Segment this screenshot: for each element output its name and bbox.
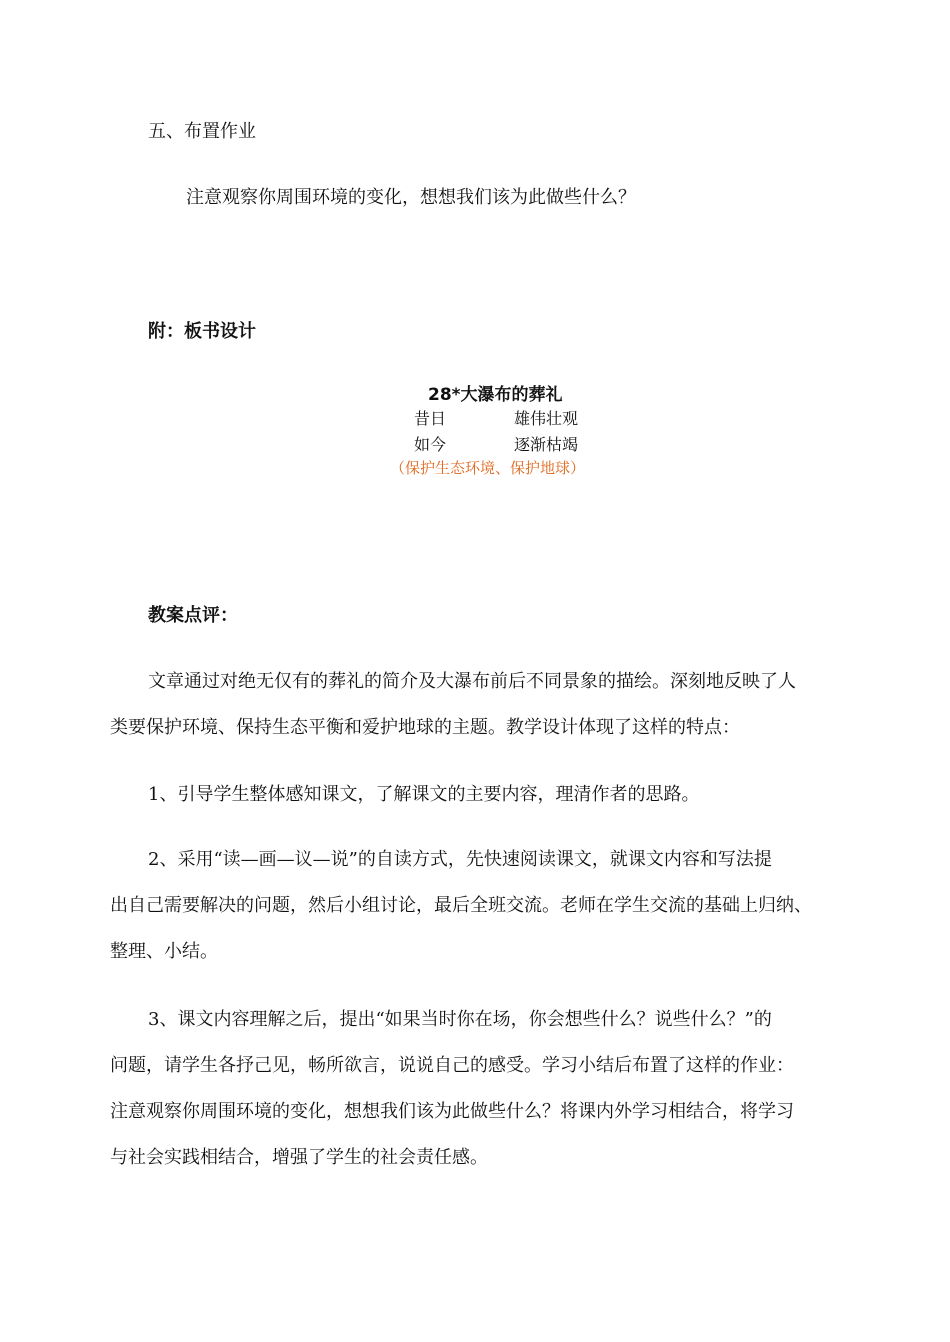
board-title: 28*大瀑布的葬礼 xyxy=(428,385,563,405)
blackboard-design-figure xyxy=(388,376,618,486)
review-intro-line: 类要保护环境、保持生态平衡和爱护地球的主题。教学设计体现了这样的特点： xyxy=(110,717,740,738)
board-row-left: 昔日 xyxy=(414,409,447,428)
review-point-3-line: 问题，请学生各抒己见，畅所欲言，说说自己的感受。学习小结后布置了这样的作业： xyxy=(110,1055,794,1076)
board-row-right: 雄伟壮观 xyxy=(514,409,579,428)
review-point-3-line: 3、课文内容理解之后，提出“如果当时你在场，你会想些什么？说些什么？”的 xyxy=(148,1009,772,1030)
review-point-2-line: 整理、小结。 xyxy=(110,941,218,962)
review-point-1: 1、引导学生整体感知课文，了解课文的主要内容，理清作者的思路。 xyxy=(148,784,700,805)
review-point-3-line: 与社会实践相结合，增强了学生的社会责任感。 xyxy=(110,1147,488,1168)
review-point-3-line: 注意观察你周围环境的变化，想想我们该为此做些什么？将课内外学习相结合，将学习 xyxy=(110,1101,794,1122)
review-intro-line: 文章通过对绝无仅有的葬礼的简介及大瀑布前后不同景象的描绘。深刻地反映了人 xyxy=(148,671,796,692)
homework-text: 注意观察你周围环境的变化，想想我们该为此做些什么？ xyxy=(186,187,636,208)
review-point-2-line: 出自己需要解决的问题，然后小组讨论，最后全班交流。老师在学生交流的基础上归纳、 xyxy=(110,895,812,916)
board-row-right: 逐渐枯竭 xyxy=(514,435,579,454)
review-heading: 教案点评： xyxy=(148,605,238,626)
review-point-2-line: 2、采用“读—画—议—说”的自读方式，先快速阅读课文，就课文内容和写法提 xyxy=(148,849,772,870)
appendix-heading: 附：板书设计 xyxy=(148,321,256,342)
board-row-left: 如今 xyxy=(414,435,447,454)
board-note: （保护生态环境、保护地球） xyxy=(390,459,586,477)
homework-heading: 五、布置作业 xyxy=(148,121,256,142)
